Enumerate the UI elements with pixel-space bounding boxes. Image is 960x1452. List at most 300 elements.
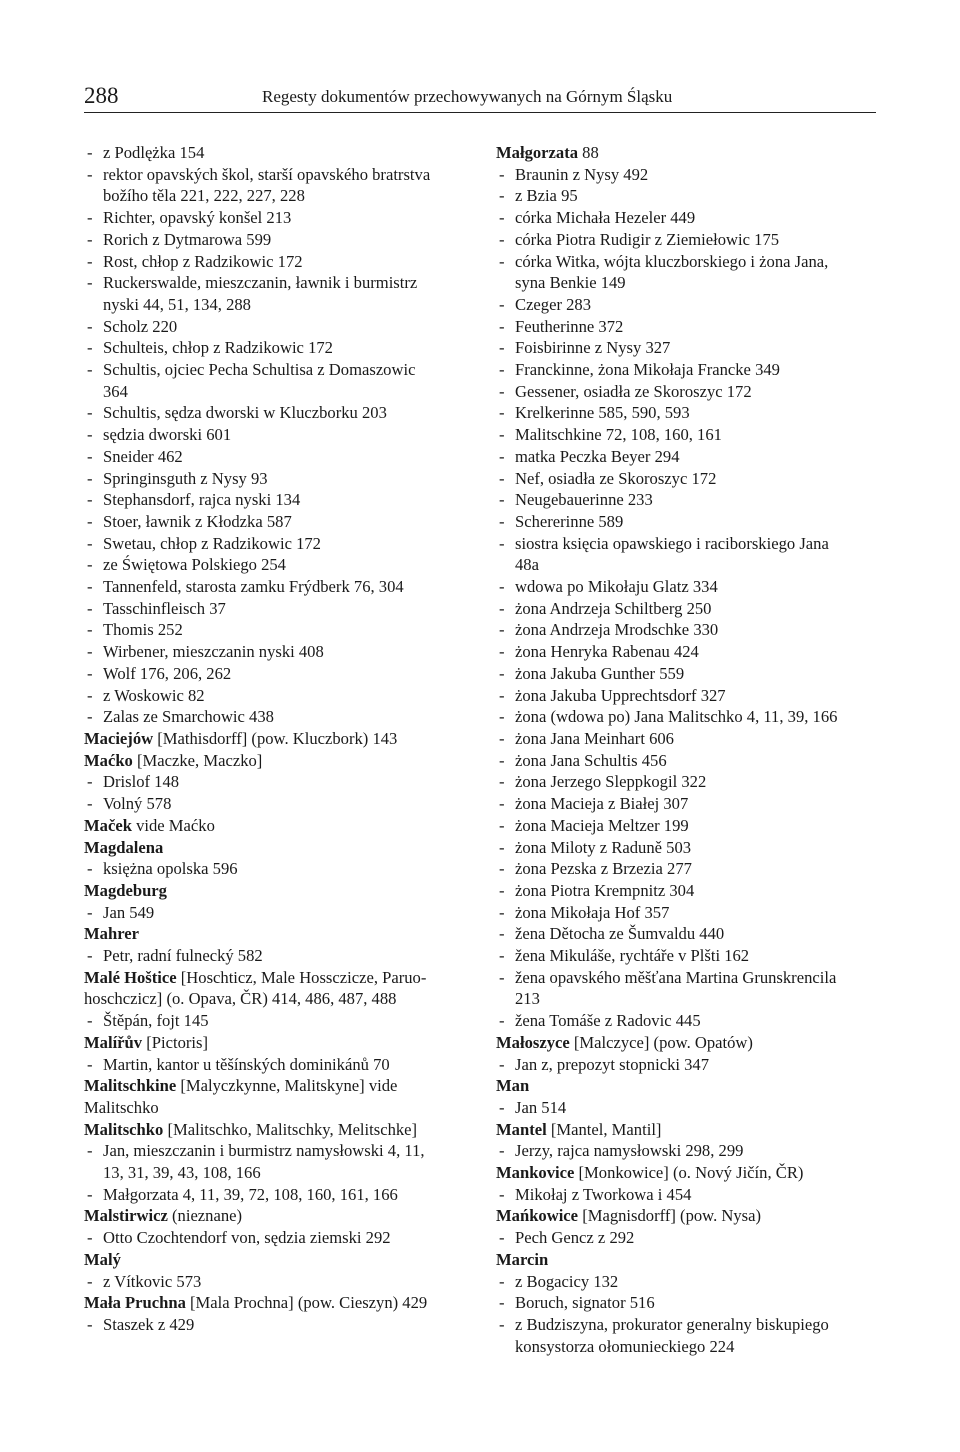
dash-marker: -: [499, 425, 505, 445]
subentry-text: Otto Czochtendorf von, sędzia ziemski 292: [103, 1228, 391, 1248]
index-subentry: [84, 1314, 480, 1336]
dash-marker: -: [499, 294, 505, 314]
index-subentry: [496, 251, 874, 273]
subentry-text: Jan 514: [515, 1097, 567, 1117]
index-subentry: [496, 663, 874, 685]
index-subentry: [496, 1054, 874, 1076]
subentry-text: Štěpán, fojt 145: [103, 1011, 209, 1031]
subentry-text: Rost, chłop z Radzikowic 172: [103, 251, 303, 271]
dash-marker: -: [87, 794, 93, 814]
subentry-text: wdowa po Mikołaju Glatz 334: [515, 577, 718, 597]
subentry-text: żona Andrzeja Mrodschke 330: [515, 620, 719, 640]
headword-details: [Hoschticz, Male Hossczicze, Paruo-: [176, 967, 427, 987]
dash-marker: -: [499, 1228, 505, 1248]
subentry-text: Swetau, chłop z Radzikowic 172: [103, 533, 321, 553]
headword: Magdeburg: [84, 880, 167, 900]
subentry-text: rektor opavských škol, starší opavského bratrstva: [103, 164, 431, 184]
dash-marker: -: [499, 381, 505, 401]
index-subentry: [84, 337, 480, 359]
index-subentry: [84, 858, 480, 880]
index-subentry: [496, 446, 874, 468]
subentry-text: Tannenfeld, starosta zamku Frýdberk 76, 304: [103, 577, 404, 597]
index-headword-entry: [84, 750, 480, 772]
subentry-text: Martin, kantor u těšínských dominikánů 70: [103, 1054, 390, 1074]
index-subentry: [496, 880, 874, 902]
index-headword-entry: [84, 967, 480, 989]
subentry-text: Neugebauerinne 233: [515, 490, 653, 510]
dash-marker: -: [87, 511, 93, 531]
subentry-text: żona Piotra Krempnitz 304: [515, 880, 695, 900]
subentry-text: żona Jakuba Gunther 559: [515, 663, 685, 683]
dash-marker: -: [87, 229, 93, 249]
headword: Malstirwicz: [84, 1206, 168, 1226]
headword: Malitschkine: [84, 1076, 177, 1096]
subentry-text: žena Dětocha ze Šumvaldu 440: [515, 924, 725, 944]
subentry-text: Jan, mieszczanin i burmistrz namysłowski 4, 11,: [103, 1141, 425, 1161]
subentry-text: z Bogacicy 132: [515, 1271, 619, 1291]
index-subentry: [496, 598, 874, 620]
subentry-text: sędzia dworski 601: [103, 425, 232, 445]
subentry-text: Mikołaj z Tworkowa i 454: [515, 1184, 692, 1204]
index-subentry: [84, 402, 480, 424]
subentry-text: Zalas ze Smarchowic 438: [103, 707, 274, 727]
dash-marker: -: [87, 1054, 93, 1074]
index-subentry: [496, 511, 874, 533]
subentry-text: Feutherinne 372: [515, 316, 624, 336]
subentry-text: żona Jana Meinhart 606: [515, 728, 674, 748]
subentry-text: z Bzia 95: [515, 186, 578, 206]
headword: Malitschko: [84, 1119, 164, 1139]
subentry-text: žena Tomáše z Radovic 445: [515, 1011, 701, 1031]
index-subentry: [496, 359, 874, 381]
subentry-text: żona Pezska z Brzezia 277: [515, 859, 692, 879]
index-headword-entry: [84, 1075, 480, 1097]
dash-marker: -: [87, 533, 93, 553]
subentry-text: córka Michała Hezeler 449: [515, 208, 696, 228]
index-headword-entry: [84, 1119, 480, 1141]
headword: Maćko: [84, 750, 133, 770]
dash-marker: -: [87, 164, 93, 184]
dash-marker: -: [87, 468, 93, 488]
headword-details: [Mala Prochna] (pow. Cieszyn) 429: [185, 1293, 428, 1313]
subentry-continuation: 364: [103, 381, 128, 401]
dash-marker: -: [87, 1228, 93, 1248]
dash-marker: -: [499, 967, 505, 987]
subentry-text: żona (wdowa po) Jana Malitschko 4, 11, 39, 166: [515, 707, 838, 727]
dash-marker: -: [499, 598, 505, 618]
dash-marker: -: [499, 750, 505, 770]
index-subentry: [496, 750, 874, 772]
subentry-text: Stoer, ławnik z Kłodzka 587: [103, 511, 292, 531]
dash-marker: -: [87, 490, 93, 510]
index-subentry: [84, 533, 480, 555]
dash-marker: -: [87, 251, 93, 271]
index-subentry: [84, 229, 480, 251]
running-title: Regesty dokumentów przechowywanych na Górnym Śląsku: [262, 87, 673, 106]
index-headword-entry: [496, 142, 874, 164]
index-subentry: [496, 641, 874, 663]
index-subentry: [84, 685, 480, 707]
index-headword-entry: [84, 923, 480, 945]
dash-marker: -: [499, 1271, 505, 1291]
index-subentry: [84, 489, 480, 511]
subentry-text: Wolf 176, 206, 262: [103, 663, 232, 683]
subentry-text: z Woskowic 82: [103, 685, 205, 705]
index-headword-entry: [84, 1205, 480, 1227]
dash-marker: -: [499, 663, 505, 683]
subentry-text: żona Macieja z Białej 307: [515, 794, 689, 814]
subentry-text: Gessener, osiadła ze Skoroszyc 172: [515, 381, 752, 401]
headword: Mańkowice: [496, 1206, 579, 1226]
headword-details: [Magnisdorff] (pow. Nysa): [578, 1206, 761, 1226]
subentry-text: Schulteis, chłop z Radzikowic 172: [103, 338, 333, 358]
index-subentry: [496, 685, 874, 707]
index-column-left: [84, 142, 480, 1336]
subentry-text: Stephansdorf, rajca nyski 134: [103, 490, 301, 510]
index-subentry: [496, 402, 874, 424]
subentry-text: Petr, radní fulnecký 582: [103, 946, 263, 966]
subentry-text: żona Henryka Rabenau 424: [515, 642, 699, 662]
subentry-text: siostra księcia opawskiego i raciborskiego Jana: [515, 533, 829, 553]
index-headword-entry: [496, 1162, 874, 1184]
index-subentry: [496, 185, 874, 207]
dash-marker: -: [87, 1141, 93, 1161]
index-subentry: [496, 1184, 874, 1206]
dash-marker: -: [499, 728, 505, 748]
subentry-text: żona Mikołaja Hof 357: [515, 902, 670, 922]
dash-marker: -: [499, 1141, 505, 1161]
index-subentry: [84, 793, 480, 815]
dash-marker: -: [499, 837, 505, 857]
subentry-text: žena opavského měšťana Martina Grunskrencila: [515, 967, 837, 987]
index-subentry: [496, 164, 874, 186]
dash-marker: -: [87, 360, 93, 380]
index-subentry: [496, 923, 874, 945]
headword-continuation: hoschczicz] (o. Opava, ČR) 414, 486, 487, 488: [84, 989, 397, 1009]
dash-marker: -: [87, 425, 93, 445]
dash-marker: -: [499, 815, 505, 835]
index-subentry: [84, 1271, 480, 1293]
headword: Małgorzata: [496, 143, 579, 162]
dash-marker: -: [499, 1011, 505, 1031]
dash-marker: -: [87, 273, 93, 293]
index-subentry: [84, 272, 480, 294]
index-subentry: [84, 468, 480, 490]
subentry-text: Richter, opavský konšel 213: [103, 208, 292, 228]
index-subentry: [84, 598, 480, 620]
index-subentry: [496, 728, 874, 750]
index-subentry: [496, 1097, 874, 1119]
dash-marker: -: [87, 772, 93, 792]
dash-marker: -: [87, 1011, 93, 1031]
dash-marker: -: [499, 1054, 505, 1074]
dash-marker: -: [499, 229, 505, 249]
headword: Maček: [84, 815, 132, 835]
dash-marker: -: [499, 685, 505, 705]
headword-details: [Malitschko, Malitschky, Melitschke]: [163, 1119, 418, 1139]
index-subentry: [496, 468, 874, 490]
subentry-text: Boruch, signator 516: [515, 1293, 655, 1313]
headword-details: [Maczke, Maczko]: [132, 750, 263, 770]
index-subentry: [84, 554, 480, 576]
index-subentry: [84, 663, 480, 685]
dash-marker: -: [499, 468, 505, 488]
index-subentry: [84, 251, 480, 273]
index-subentry: [496, 1314, 874, 1336]
index-subentry: [84, 1140, 480, 1162]
subentry-text: żona Jakuba Upprechtsdorf 327: [515, 685, 726, 705]
headword: Mała Pruchna: [84, 1293, 186, 1313]
subentry-continuation: 48a: [515, 555, 539, 575]
header-rule: [84, 112, 876, 113]
headword-details: [Mantel, Mantil]: [546, 1119, 662, 1139]
headword-details: (nieznane): [167, 1206, 243, 1226]
dash-marker: -: [87, 620, 93, 640]
headword: Malé Hoštice: [84, 967, 177, 987]
dash-marker: -: [87, 143, 93, 162]
index-headword-entry: [84, 1292, 480, 1314]
index-headword-entry: [84, 880, 480, 902]
subentry-text: Jan 549: [103, 902, 155, 922]
index-subentry: [84, 641, 480, 663]
subentry-text: Foisbirinne z Nysy 327: [515, 338, 671, 358]
subentry-text: żona Jana Schultis 456: [515, 750, 667, 770]
dash-marker: -: [87, 208, 93, 228]
subentry-text: córka Witka, wójta kluczborskiego i żona Jana,: [515, 251, 829, 271]
index-subentry: [84, 142, 480, 164]
index-headword-entry: [84, 728, 480, 750]
subentry-text: Springinsguth z Nysy 93: [103, 468, 268, 488]
index-subentry: [84, 511, 480, 533]
dash-marker: -: [87, 685, 93, 705]
subentry-continuation: 213: [515, 989, 540, 1009]
index-subentry: [496, 858, 874, 880]
subentry-text: Drislof 148: [103, 772, 180, 792]
index-subentry: [496, 533, 874, 555]
dash-marker: -: [499, 208, 505, 228]
dash-marker: -: [499, 946, 505, 966]
index-subentry: [496, 1140, 874, 1162]
subentry-text: z Budziszyna, prokurator generalny biskupiego: [515, 1314, 829, 1334]
index-subentry: [84, 619, 480, 641]
index-subentry: [84, 706, 480, 728]
subentry-text: žena Mikuláše, rychtáře v Plšti 162: [515, 946, 750, 966]
headword: Mahrer: [84, 924, 139, 944]
dash-marker: -: [499, 164, 505, 184]
subentry-text: córka Piotra Rudigir z Ziemiełowic 175: [515, 229, 780, 249]
subentry-text: Nef, osiadła ze Skoroszyc 172: [515, 468, 717, 488]
subentry-text: żona Jerzego Sleppkogil 322: [515, 772, 707, 792]
index-subentry: [496, 1271, 874, 1293]
index-subentry: [84, 576, 480, 598]
subentry-text: Krelkerinne 585, 590, 593: [515, 403, 690, 423]
subentry-continuation: konsystorza ołomunieckiego 224: [515, 1336, 735, 1356]
headword-details: [Monkowice] (o. Nový Jičín, ČR): [574, 1163, 804, 1183]
index-subentry: [496, 381, 874, 403]
subentry-text: żona Andrzeja Schiltberg 250: [515, 598, 712, 618]
index-subentry: [496, 1010, 874, 1032]
index-subentry: [84, 446, 480, 468]
index-headword-entry: [84, 837, 480, 859]
index-headword-entry: [496, 1075, 874, 1097]
subentry-text: Pech Gencz z 292: [515, 1228, 635, 1248]
headword-continuation: Malitschko: [84, 1097, 159, 1117]
index-headword-entry: [496, 1119, 874, 1141]
dash-marker: -: [499, 1314, 505, 1334]
headword: Mankovice: [496, 1163, 575, 1183]
subentry-text: Małgorzata 4, 11, 39, 72, 108, 160, 161, 166: [103, 1184, 398, 1204]
subentry-text: z Vítkovic 573: [103, 1271, 202, 1291]
dash-marker: -: [87, 946, 93, 966]
index-subentry: [496, 706, 874, 728]
subentry-text: Volný 578: [103, 794, 172, 814]
dash-marker: -: [87, 707, 93, 727]
dash-marker: -: [499, 446, 505, 466]
index-subentry: [84, 902, 480, 924]
subentry-text: Rorich z Dytmarowa 599: [103, 229, 272, 249]
dash-marker: -: [87, 1184, 93, 1204]
dash-marker: -: [87, 577, 93, 597]
subentry-text: ze Świętowa Polskiego 254: [103, 555, 286, 575]
index-headword-entry: [496, 1249, 874, 1271]
subentry-text: Braunin z Nysy 492: [515, 164, 649, 184]
index-subentry: [496, 945, 874, 967]
subentry-continuation: syna Benkie 149: [515, 273, 626, 293]
subentry-text: Czeger 283: [515, 294, 592, 314]
index-subentry: [496, 967, 874, 989]
index-subentry: [496, 207, 874, 229]
headword: Man: [496, 1076, 530, 1096]
headword-details: 88: [578, 143, 599, 162]
index-subentry: [84, 1184, 480, 1206]
dash-marker: -: [87, 902, 93, 922]
dash-marker: -: [499, 794, 505, 814]
dash-marker: -: [87, 642, 93, 662]
dash-marker: -: [499, 1184, 505, 1204]
subentry-text: Schultis, ojciec Pecha Schultisa z Domaszowic: [103, 360, 416, 380]
dash-marker: -: [499, 924, 505, 944]
index-subentry: [84, 1010, 480, 1032]
index-subentry: [84, 359, 480, 381]
page-number: 288: [84, 83, 119, 108]
dash-marker: -: [499, 902, 505, 922]
headword: Mantel: [496, 1119, 547, 1139]
headword-details: [Mathisdorff] (pow. Kluczbork) 143: [153, 728, 398, 748]
dash-marker: -: [499, 338, 505, 358]
dash-marker: -: [499, 642, 505, 662]
dash-marker: -: [87, 338, 93, 358]
index-subentry: [496, 902, 874, 924]
dash-marker: -: [87, 555, 93, 575]
subentry-text: Tasschinfleisch 37: [103, 598, 226, 618]
subentry-continuation: božího těla 221, 222, 227, 228: [103, 186, 305, 206]
dash-marker: -: [499, 707, 505, 727]
index-subentry: [84, 424, 480, 446]
index-subentry: [84, 164, 480, 186]
headword-details: vide Maćko: [131, 815, 215, 835]
headword-details: [Pictoris]: [142, 1032, 208, 1052]
index-headword-entry: [496, 1032, 874, 1054]
subentry-text: Schererinne 589: [515, 511, 624, 531]
dash-marker: -: [499, 1097, 505, 1117]
headword: Maciejów: [84, 728, 154, 748]
subentry-text: Malitschkine 72, 108, 160, 161: [515, 425, 722, 445]
subentry-text: matka Peczka Beyer 294: [515, 446, 680, 466]
index-subentry: [496, 576, 874, 598]
dash-marker: -: [87, 316, 93, 336]
index-headword-entry: [84, 815, 480, 837]
subentry-text: Staszek z 429: [103, 1314, 195, 1334]
subentry-text: Ruckerswalde, mieszczanin, ławnik i burmistrz: [103, 273, 418, 293]
subentry-text: Wirbener, mieszczanin nyski 408: [103, 642, 324, 662]
index-subentry: [496, 793, 874, 815]
dash-marker: -: [499, 186, 505, 206]
subentry-text: żona Macieja Meltzer 199: [515, 815, 689, 835]
running-header: [84, 82, 876, 114]
subentry-continuation: nyski 44, 51, 134, 288: [103, 294, 251, 314]
subentry-text: Schultis, sędza dworski w Kluczborku 203: [103, 403, 387, 423]
index-headword-entry: [84, 1032, 480, 1054]
headword: Małoszyce: [496, 1032, 570, 1052]
subentry-text: żona Miloty z Raduně 503: [515, 837, 692, 857]
dash-marker: -: [499, 403, 505, 423]
index-subentry: [84, 1227, 480, 1249]
dash-marker: -: [87, 446, 93, 466]
dash-marker: -: [87, 663, 93, 683]
index-subentry: [496, 771, 874, 793]
index-subentry: [496, 489, 874, 511]
subentry-text: księżna opolska 596: [103, 859, 238, 879]
index-subentry: [496, 294, 874, 316]
dash-marker: -: [499, 533, 505, 553]
subentry-text: Jerzy, rajca namysłowski 298, 299: [515, 1141, 744, 1161]
dash-marker: -: [87, 1271, 93, 1291]
index-subentry: [84, 207, 480, 229]
index-headword-entry: [84, 1249, 480, 1271]
dash-marker: -: [499, 490, 505, 510]
index-subentry: [496, 837, 874, 859]
dash-marker: -: [87, 859, 93, 879]
dash-marker: -: [499, 620, 505, 640]
dash-marker: -: [499, 859, 505, 879]
dash-marker: -: [87, 598, 93, 618]
index-column-right: [496, 142, 874, 1357]
dash-marker: -: [499, 511, 505, 531]
subentry-text: z Podlężka 154: [103, 143, 205, 162]
index-subentry: [496, 1227, 874, 1249]
dash-marker: -: [499, 360, 505, 380]
index-subentry: [496, 815, 874, 837]
headword: Magdalena: [84, 837, 164, 857]
index-subentry: [496, 337, 874, 359]
dash-marker: -: [499, 577, 505, 597]
index-headword-entry: [496, 1205, 874, 1227]
dash-marker: -: [87, 1314, 93, 1334]
index-subentry: [84, 771, 480, 793]
index-subentry: [496, 1292, 874, 1314]
dash-marker: -: [499, 880, 505, 900]
subentry-text: Jan z, prepozyt stopnicki 347: [515, 1054, 710, 1074]
headword: Malířův: [84, 1032, 143, 1052]
subentry-text: Thomis 252: [103, 620, 183, 640]
dash-marker: -: [499, 251, 505, 271]
headword: Marcin: [496, 1249, 549, 1269]
dash-marker: -: [499, 316, 505, 336]
index-subentry: [84, 1054, 480, 1076]
headword: Malý: [84, 1249, 121, 1269]
dash-marker: -: [87, 403, 93, 423]
index-subentry: [496, 619, 874, 641]
